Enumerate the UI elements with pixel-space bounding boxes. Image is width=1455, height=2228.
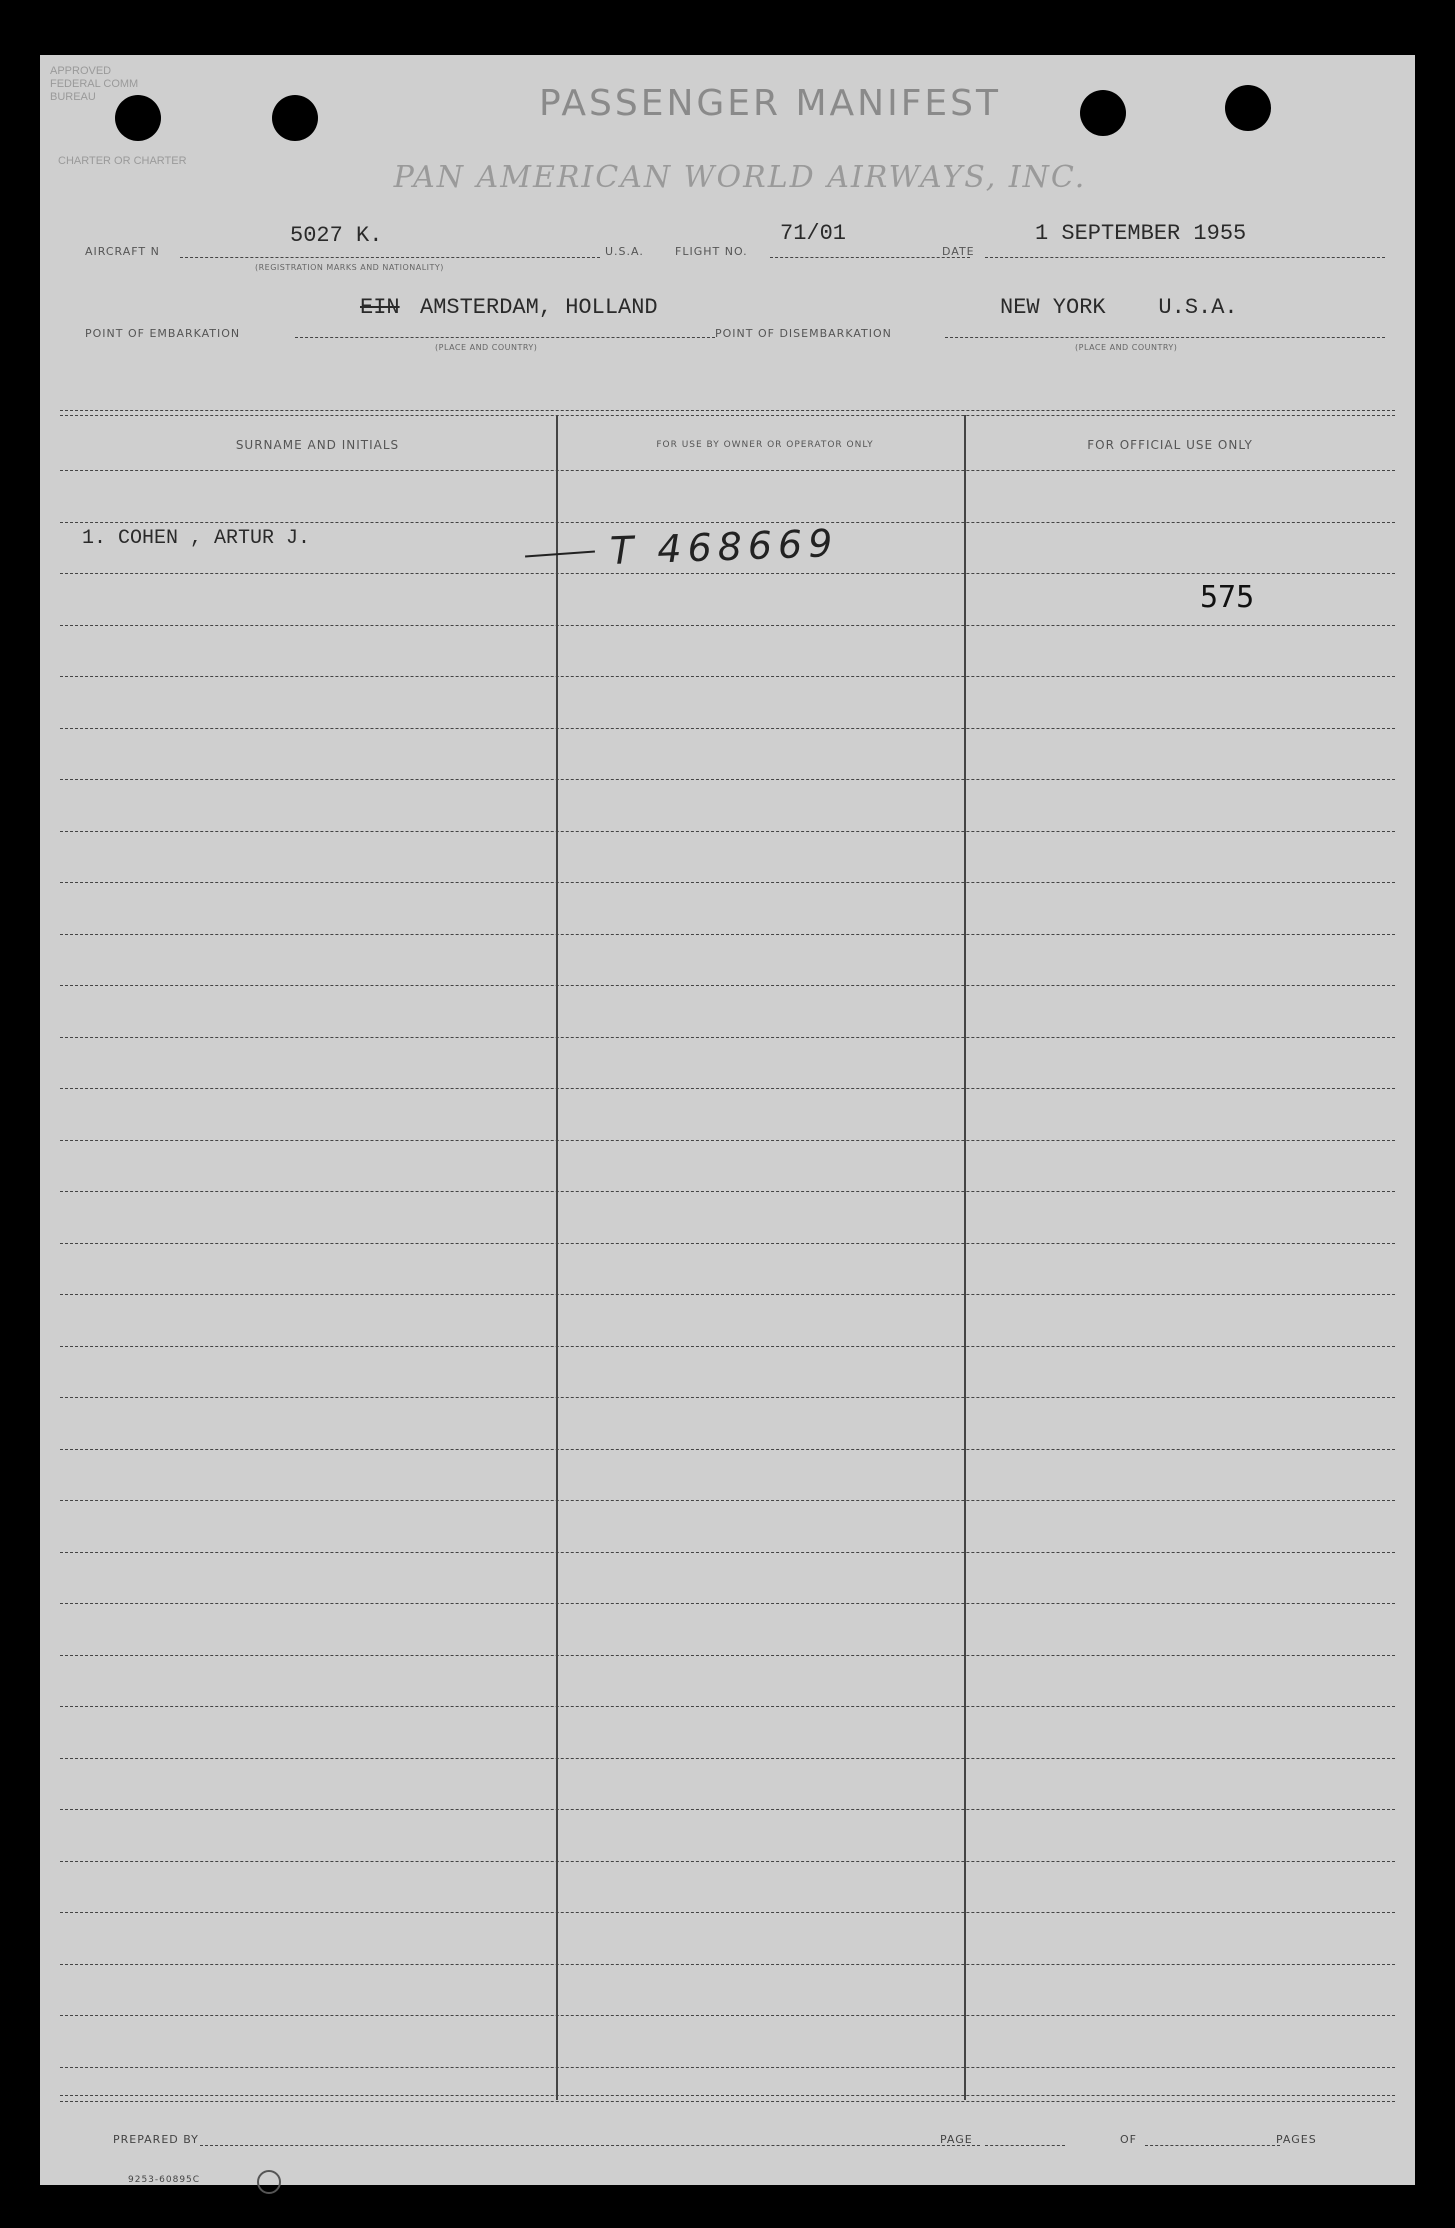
page-underline [985,2145,1065,2146]
table-row-line [60,1500,1395,1501]
passenger-name: 1. COHEN , ARTUR J. [82,527,311,550]
table-row-line [60,1758,1395,1759]
embarkation-value: AMSTERDAM, HOLLAND [420,295,658,320]
table-row-line [60,1294,1395,1295]
column-header-name: SURNAME AND INITIALS [235,438,400,452]
table-row-line [60,1912,1395,1913]
embarkation-struck: EIN [360,295,400,320]
table-row-line [60,1964,1395,1965]
table-row-line [60,1861,1395,1862]
nationality-label: U.S.A. [605,245,644,258]
prepared-by-label: PREPARED BY [113,2133,199,2146]
of-underline [1145,2145,1280,2146]
table-row-line [60,1088,1395,1089]
aircraft-sub-label: (REGISTRATION MARKS AND NATIONALITY) [255,263,444,272]
date-value: 1 SEPTEMBER 1955 [1035,221,1247,246]
embarkation-sub-label: (PLACE AND COUNTRY) [435,343,538,352]
embarkation-label: POINT OF EMBARKATION [85,327,241,340]
disembarkation-value: NEW YORK U.S.A. [1000,295,1238,320]
column-divider [964,415,966,2100]
table-top-rule [60,410,1395,411]
prepared-by-underline [200,2145,980,2146]
date-label: DATE [942,245,975,258]
table-row-line [60,1449,1395,1450]
punch-hole [272,95,318,141]
official-number: 575 [1200,580,1255,615]
corner-small-text: CHARTER OR CHARTER [58,155,187,167]
table-bottom-rule [60,2101,1395,2102]
table-top-rule [60,415,1395,416]
column-divider [556,415,558,2100]
table-row-line [60,573,1395,574]
punch-hole [115,95,161,141]
corner-stamp-line: APPROVED [50,65,112,77]
column-header-operator: FOR USE BY OWNER OR OPERATOR ONLY [656,440,874,450]
table-row-line [60,1191,1395,1192]
of-label: OF [1120,2133,1137,2146]
printer-logo-icon [257,2170,281,2194]
table-row-line [60,2015,1395,2016]
disembarkation-underline [945,337,1385,338]
flight-label: FLIGHT NO. [675,245,748,258]
page-label: PAGE [940,2133,973,2146]
table-row-line [60,1397,1395,1398]
table-row-line [60,522,1395,523]
disembarkation-sub-label: (PLACE AND COUNTRY) [1075,343,1178,352]
table-row-line [60,1809,1395,1810]
aircraft-underline [180,257,600,258]
flight-underline [770,257,970,258]
punch-hole [1225,85,1271,131]
table-row-line [60,676,1395,677]
table-row-line [60,1346,1395,1347]
table-row-line [60,1655,1395,1656]
table-row-line [60,934,1395,935]
flight-value: 71/01 [780,221,847,246]
table-row-line [60,1037,1395,1038]
company-name: PAN AMERICAN WORLD AIRWAYS, INC. [393,160,1087,195]
table-row-line [60,1243,1395,1244]
table-row-line [60,728,1395,729]
disembarkation-label: POINT OF DISEMBARKATION [715,327,892,340]
aircraft-value: 5027 K. [290,223,383,248]
form-number: 9253-60895C [128,2175,201,2185]
table-bottom-rule [60,2095,1395,2096]
date-underline [985,257,1385,258]
table-row-line [60,625,1395,626]
embarkation-underline [295,337,715,338]
corner-stamp-line: BUREAU [50,91,96,103]
table-row-line [60,882,1395,883]
table-row-line [60,985,1395,986]
manifest-sheet [40,55,1415,2185]
table-row-line [60,779,1395,780]
aircraft-label: AIRCRAFT N [85,245,160,258]
column-header-official: FOR OFFICIAL USE ONLY [1087,438,1253,452]
pages-label: PAGES [1276,2133,1317,2146]
table-row-line [60,1706,1395,1707]
table-row-line [60,831,1395,832]
page-title: PASSENGER MANIFEST [538,83,1002,124]
table-row-line [60,1603,1395,1604]
table-row-line [60,2067,1395,2068]
table-row-line [60,1140,1395,1141]
operator-number: T 468669 [609,521,840,573]
corner-stamp-line: FEDERAL COMM [50,78,139,90]
handwritten-dash [525,551,595,558]
table-row-line [60,470,1395,471]
table-row-line [60,1552,1395,1553]
